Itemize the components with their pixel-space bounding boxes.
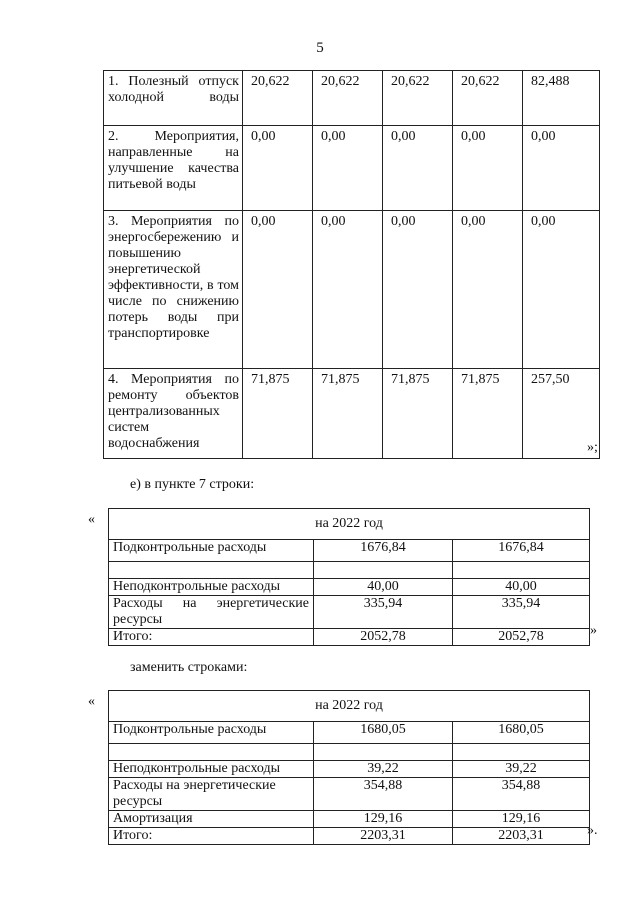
table-cell — [453, 562, 590, 579]
table-cell: 20,622 — [243, 71, 313, 126]
table-row — [109, 828, 590, 845]
table-cell: 82,488 — [523, 71, 600, 126]
table-cell: 0,00 — [243, 211, 313, 369]
table-row-empty — [109, 744, 590, 761]
table-cell: 39,22 — [314, 761, 453, 778]
table-cell: 20,622 — [383, 71, 453, 126]
new-rows-table — [108, 690, 590, 845]
closing-quote: »; — [587, 440, 598, 455]
row-label: 4. Мероприятия по ремонту объектов централизованных систем водоснабжения — [104, 369, 243, 459]
table-cell: 1676,84 — [453, 540, 590, 562]
measures-table — [103, 70, 600, 459]
table-cell: 0,00 — [313, 126, 383, 211]
table-cell: 2203,31 — [314, 828, 453, 845]
table-header-row — [109, 691, 590, 722]
table-cell: 129,16 — [314, 811, 453, 828]
table-cell: 20,622 — [313, 71, 383, 126]
table-cell — [314, 562, 453, 579]
table-cell: 129,16 — [453, 811, 590, 828]
open-quote: « — [88, 694, 95, 709]
table-cell: 71,875 — [453, 369, 523, 459]
row-label: Итого: — [109, 629, 314, 646]
close-quote: ». — [587, 823, 598, 838]
row-label: Итого: — [109, 828, 314, 845]
table-cell: 1680,05 — [453, 722, 590, 744]
table-row — [109, 540, 590, 562]
table-cell: 0,00 — [313, 211, 383, 369]
row-label: Амортизация — [109, 811, 314, 828]
table-cell: 0,00 — [523, 126, 600, 211]
table-cell: 40,00 — [314, 579, 453, 596]
table-cell: 0,00 — [243, 126, 313, 211]
table-cell: 71,875 — [243, 369, 313, 459]
row-label: Неподконтрольные расходы — [109, 761, 314, 778]
table-header: на 2022 год — [109, 691, 590, 722]
table-cell — [453, 744, 590, 761]
table-cell: 2052,78 — [453, 629, 590, 646]
page-number: 5 — [316, 40, 324, 56]
row-label: 1. Полезный отпуск холодной воды — [104, 71, 243, 126]
table-row-empty — [109, 562, 590, 579]
table-row — [104, 126, 600, 211]
table-cell — [109, 744, 314, 761]
paragraph-replace: заменить строками: — [130, 660, 248, 675]
table-cell: 71,875 — [313, 369, 383, 459]
old-rows-table — [108, 508, 590, 646]
table-cell: 39,22 — [453, 761, 590, 778]
close-quote: » — [590, 623, 597, 638]
table-cell: 0,00 — [523, 211, 600, 369]
table-cell: 2203,31 — [453, 828, 590, 845]
paragraph-e: е) в пункте 7 строки: — [130, 477, 255, 492]
table-row — [104, 211, 600, 369]
table-cell — [314, 744, 453, 761]
table-cell: 257,50 — [523, 369, 600, 459]
row-label: Расходы на энергетические ресурсы — [109, 778, 314, 811]
table-header-row — [109, 509, 590, 540]
row-label: Расходы на энергетические ресурсы — [109, 596, 314, 629]
row-label: Неподконтрольные расходы — [109, 579, 314, 596]
row-label: 2. Мероприятия, направленные на улучшение качества питьевой воды — [104, 126, 243, 211]
table-cell: 1676,84 — [314, 540, 453, 562]
table-row — [109, 778, 590, 811]
table-cell: 0,00 — [453, 126, 523, 211]
table-row — [109, 579, 590, 596]
table-cell: 1680,05 — [314, 722, 453, 744]
table-cell: 0,00 — [383, 126, 453, 211]
table-cell: 71,875 — [383, 369, 453, 459]
table-cell: 20,622 — [453, 71, 523, 126]
table-cell: 354,88 — [314, 778, 453, 811]
table-row — [109, 596, 590, 629]
table-cell — [109, 562, 314, 579]
table-row — [109, 811, 590, 828]
table-cell: 40,00 — [453, 579, 590, 596]
row-label: Подконтрольные расходы — [109, 722, 314, 744]
row-label: Подконтрольные расходы — [109, 540, 314, 562]
open-quote: « — [88, 512, 95, 527]
table-cell: 0,00 — [453, 211, 523, 369]
table-cell: 335,94 — [314, 596, 453, 629]
row-label: 3. Мероприятия по энергосбережению и повышению энергетической эффективности, в том числе по снижению потерь воды при транспортировке — [104, 211, 243, 369]
table-cell: 354,88 — [453, 778, 590, 811]
table-cell: 2052,78 — [314, 629, 453, 646]
table-row — [109, 629, 590, 646]
table-cell: 0,00 — [383, 211, 453, 369]
table-row — [104, 369, 600, 459]
table-row — [109, 761, 590, 778]
table-cell: 335,94 — [453, 596, 590, 629]
table-header: на 2022 год — [109, 509, 590, 540]
table-row — [104, 71, 600, 126]
table-row — [109, 722, 590, 744]
